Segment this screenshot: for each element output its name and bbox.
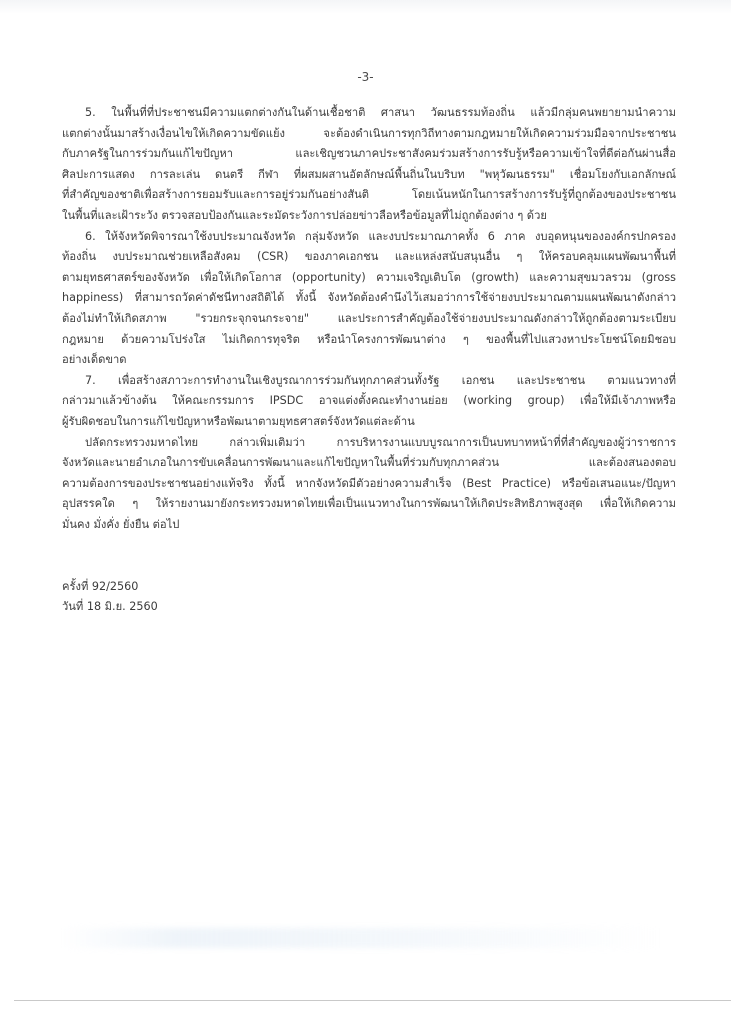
text-line: จังหวัดและนายอำเภอในการขับเคลื่อนการพัฒนาและแก้ไขปัญหาในพื้นที่ร่วมกับทุกภาคส่วน และต้องสนองตอบ [62,456,676,470]
text-line: กฎหมาย ด้วยความโปร่งใส ไม่เกิดการทุจริต หรือนำโครงการพัฒนาต่าง ๆ ของพื้นที่ไปแสวงหาประโยชน์โดยมิชอบ [62,332,676,346]
paragraph-item-7 [62,371,676,433]
text-line: มั่นคง มั่งคั่ง ยั่งยืน ต่อไป [62,517,180,531]
page-number: -3- [357,70,374,84]
text-line: ในพื้นที่และเฝ้าระวัง ตรวจสอบป้องกันและระมัดระวังการปล่อยข่าวลือหรือข้อมูลที่ไม่ถูกต้องต่าง ๆ ด้วย [62,208,547,222]
text-line: 7. เพื่อสร้างสภาวะการทำงานในเชิงบูรณาการร่วมกันทุกภาคส่วนทั้งรัฐ เอกชน และประชาชน ตามแนวทางที่ [85,373,676,387]
page-bottom-edge [14,1000,731,1001]
document-body [62,103,676,618]
issue-date: วันที่ 18 มิ.ย. 2560 [62,600,158,614]
scan-edge-shading [0,0,731,14]
text-line: ศิลปะการแสดง การละเล่น ดนตรี กีฬา ที่ผสมผสานอัตลักษณ์พื้นถิ่นในบริบท "พหุวัฒนธรรม" เชื่อมโยงกับเอกลักษณ์ [62,167,676,181]
text-line: ความต้องการของประชาชนอย่างแท้จริง ทั้งนี้ หากจังหวัดมีตัวอย่างความสำเร็จ (Best Practice) หรือข้อเสนอแนะ/ปัญหา [62,476,676,490]
text-line: อุปสรรคใด ๆ ให้รายงานมายังกระทรวงมหาดไทยเพื่อเป็นแนวทางในการพัฒนาให้เกิดประสิทธิภาพสูงสุด เพื่อให้เกิดความ [62,497,676,511]
text-line: อย่างเด็ดขาด [62,353,127,367]
text-line: ต้องไม่ทำให้เกิดสภาพ "รวยกระจุกจนกระจาย" และประการสำคัญต้องใช้จ่ายงบประมาณดังกล่าวให้ถูกต้องตามระเบียบ [62,311,676,325]
scan-bleed-through [60,928,660,948]
issue-info [62,577,676,618]
issue-number: ครั้งที่ 92/2560 [62,579,139,593]
paragraph-item-6 [62,227,676,371]
text-line: ผู้รับผิดชอบในการแก้ไขปัญหาหรือพัฒนาตามยุทธศาสตร์จังหวัดแต่ละด้าน [62,414,415,428]
text-line: กับภาครัฐในการร่วมกันแก้ไขปัญหา และเชิญชวนภาคประชาสังคมร่วมสร้างการรับรู้หรือความเข้าใจที่ดีต่อกันผ่านสื่อ [62,147,676,161]
text-line: happiness) ที่สามารถวัดค่าดัชนีทางสถิติได้ ทั้งนี้ จังหวัดต้องคำนึงไว้เสมอว่าการใช้จ่ายงบประมาณตามแผนพัฒนาดังกล่าว [62,291,676,305]
text-line: 6. ให้จังหวัดพิจารณาใช้งบประมาณจังหวัด กลุ่มจังหวัด และงบประมาณภาคทั้ง 6 ภาค งบอุดหนุนขององค์กรปกครอง [85,229,676,243]
spacer [62,535,676,556]
text-line: กล่าวมาแล้วข้างต้น ให้คณะกรรมการ IPSDC อาจแต่งตั้งคณะทำงานย่อย (working group) เพื่อให้มีเจ้าภาพหรือ [62,394,676,408]
text-line: แตกต่างนั้นมาสร้างเงื่อนไขให้เกิดความขัดแย้ง จะต้องดำเนินการทุกวิถีทางตามกฎหมายให้เกิดความร่วมมือจากประชาชน [62,126,676,140]
text-line: ที่สำคัญของชาติเพื่อสร้างการยอมรับและการอยู่ร่วมกันอย่างสันติ โดยเน้นหนักในการสร้างการรับรู้ที่ถูกต้องของประชาชน [62,188,676,202]
text-line: ตามยุทธศาสตร์ของจังหวัด เพื่อให้เกิดโอกาส (opportunity) ความเจริญเติบโต (growth) และความสุขมวลรวม (gross [62,270,676,284]
paragraph-item-5 [62,103,676,227]
paragraph-closing-remarks [62,433,676,536]
spacer [62,556,676,577]
text-line: ปลัดกระทรวงมหาดไทย กล่าวเพิ่มเติมว่า การบริหารงานแบบบูรณาการเป็นบทบาทหน้าที่ที่สำคัญของผู้ว่าราชการ [85,435,676,449]
text-line: ท้องถิ่น งบประมาณช่วยเหลือสังคม (CSR) ของภาคเอกชน และแหล่งสนับสนุนอื่น ๆ ให้ครอบคลุมแผนพัฒนาพื้นที่ [62,250,676,264]
text-line: 5. ในพื้นที่ที่ประชาชนมีความแตกต่างกันในด้านเชื้อชาติ ศาสนา วัฒนธรรมท้องถิ่น แล้วมีกลุ่มคนพยายามนำความ [85,106,676,119]
